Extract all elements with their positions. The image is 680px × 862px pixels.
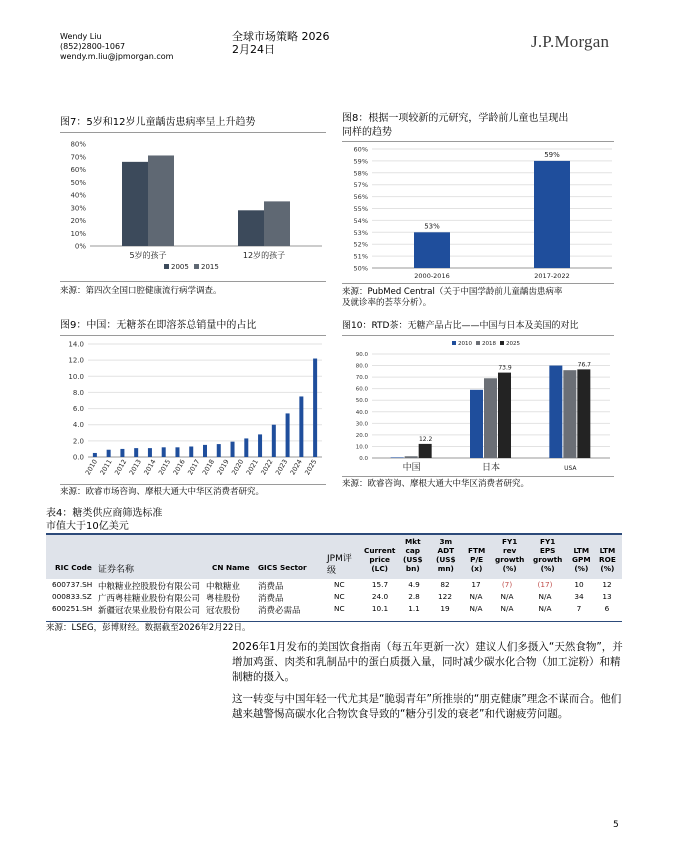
table4-cell-rating: NC [334,604,345,613]
table4-cell-pe: N/A [469,604,483,613]
author-block [60,32,173,62]
table4-cell-price: 10.1 [371,604,389,613]
fig10-y-tick-label: 80.0 [355,363,368,370]
fig9-x-tick-label: 2012 [113,458,129,477]
fig8-y-tick-label: 59% [353,157,368,166]
fig10-bottom-divider [342,476,614,477]
fig8-y-tick-label: 51% [353,252,368,261]
fig9-bar [313,359,317,457]
fig8-y-tick-label: 52% [353,240,368,249]
th-roe-line1: LTM [599,546,616,555]
fig9-x-tick-label: 2014 [142,458,158,477]
jpmorgan-logo: J.P.Morgan [531,32,610,51]
fig9-x-tick-label: 2025 [303,458,319,477]
th-gpm-line3: (%) [574,564,589,573]
fig8-bar [414,232,450,268]
fig8-y-tick-label: 55% [353,205,368,213]
author-name: Wendy Liu [60,32,102,41]
table4-cell-gpm: 10 [574,580,584,589]
th-rev-line1: FY1 [501,537,518,546]
fig10-x-tick-label: USA [564,465,577,472]
fig10-data-label: 12.2 [418,435,433,443]
th-roe-line2: ROE [599,555,616,564]
fig7-bar-2015 [148,155,174,246]
table4-bottom-rule [46,621,622,622]
fig10-bar-2018 [405,456,418,458]
fig9-bar [189,447,193,457]
th-jpm-rating [327,553,352,577]
fig9-bar [107,450,111,457]
th-gics: GICS Sector [258,563,307,572]
table4-title [46,507,162,533]
fig9-x-tick-label: 2010 [83,458,100,477]
fig8-y-tick-label: 60% [353,145,368,154]
fig10-y-tick-label: 10.0 [355,444,368,451]
th-price-line1: Current [364,546,396,555]
table4-cell-roe: 12 [602,580,612,589]
th-mktcap-line1: Mkt [404,537,421,546]
fig7-legend-swatch [164,264,169,269]
fig10-y-tick-label: 90.0 [355,352,368,358]
fig9-x-tick-label: 2024 [288,458,304,477]
th-eps-line4: (%) [540,564,555,573]
th-mktcap [403,537,423,573]
table4-cell-ric: 600737.SH [52,580,93,589]
th-rev-growth [495,537,524,573]
fig8-y-tick-label: 50% [353,264,368,273]
table4-cell-name: 广西粤桂糖业股份有限公司 [98,594,201,604]
report-header [232,30,330,56]
table4-cell-rating: NC [334,580,345,589]
fig9-x-tick-label: 2011 [98,458,114,477]
fig7-bar-2005 [122,162,148,246]
body-paragraph-2: 这一转变与中国年轻一代尤其是“脆弱青年”所推崇的“朋克健康”理念不谋而合。他们越来越警惕高碳水化合物饮食导致的“糖分引发的衰老”和代谢疲劳问题。 [232,693,622,720]
th-mktcap-line4: bn) [405,564,420,573]
table4-cell-mktcap: 4.9 [408,580,420,589]
th-eps-growth [533,537,562,573]
fig10-data-label: 73.9 [498,364,512,372]
fig10-y-tick-label: 70.0 [355,375,368,382]
fig10-x-tick-label: 中国 [402,463,421,473]
fig10-legend-swatch [452,341,456,345]
fig7-bottom-divider [60,281,326,282]
fig8-x-tick-label: 2017-2022 [534,272,570,280]
th-adt-line3: (US$ [436,555,456,564]
table4-cell-adt: 19 [440,604,450,613]
th-pe-line3: (x) [470,564,483,573]
fig10-bar-2018 [484,378,497,458]
fig7-y-tick-label: 40% [70,191,86,200]
th-adt-line2: ADT [437,546,455,555]
table4-cell-roe: 6 [604,604,610,613]
table4-cell-eps: N/A [538,604,552,613]
fig9-bar [244,438,248,457]
table4-cell-adt: 82 [440,580,450,589]
table4-cell-name: 新疆冠农果业股份有限公司 [98,606,201,616]
table4-cell-roe: 13 [602,592,612,601]
th-mktcap-line2: cap [405,546,421,555]
fig9-chart [60,339,330,484]
fig7-y-tick-label: 80% [70,140,86,149]
table4-cell-cn_name: 中粮糖业 [206,582,241,592]
th-rev-line3: growth [495,555,525,564]
fig8-title-line2: 同样的趋势 [342,127,392,138]
fig10-x-tick-label: 日本 [481,463,501,473]
page-number: 5 [613,820,619,830]
th-ric: RIC Code [55,563,92,572]
fig10-y-tick-label: 60.0 [355,386,368,393]
fig7-legend-swatch [194,264,199,269]
th-rev-line2: rev [502,546,517,555]
fig9-x-tick-label: 2013 [127,458,143,477]
fig9-x-tick-label: 2022 [259,458,275,477]
fig7-y-tick-label: 30% [70,204,86,213]
fig8-title-line1: 图8：根据一项较新的元研究，学龄前儿童也呈现出 [342,113,569,124]
fig7-bar-2015 [264,201,290,246]
fig7-y-tick-label: 10% [70,229,86,238]
fig10-y-tick-label: 30.0 [355,421,368,428]
fig9-y-tick-label: 0.0 [72,453,84,462]
th-roe-line3: (%) [600,564,615,573]
fig9-x-tick-label: 2015 [156,458,173,477]
fig8-y-tick-label: 53% [353,228,368,237]
table4-cell-adt: 122 [438,592,452,601]
table4-cell-rev: (7) [501,580,513,589]
fig7-chart [60,136,330,281]
fig8-y-tick-label: 58% [353,169,368,178]
fig8-divider [342,141,614,142]
author-email: wendy.m.liu@jpmorgan.com [60,52,174,61]
fig9-y-tick-label: 6.0 [72,405,84,414]
fig10-source: 来源：欧睿咨询、摩根大通大中华区消费者研究。 [342,479,530,489]
fig8-source [342,287,562,309]
table4-cell-gpm: 7 [576,604,582,613]
table4-cell-pe: N/A [469,592,483,601]
fig9-source: 来源：欧睿市场咨询、摩根大通大中华区消费者研究。 [60,487,265,497]
fig9-bar [134,448,138,457]
th-jpm-rating-line2: 级 [327,566,337,576]
fig7-y-tick-label: 60% [70,166,86,174]
fig9-title: 图9：中国：无糖茶在即溶茶总销量中的占比 [60,320,257,331]
table4-cell-eps: (17) [537,580,553,589]
fig9-bar [93,453,97,457]
table4-title-line1: 表4：糖类供应商筛选标准 [46,508,163,519]
fig8-y-tick-label: 56% [353,193,368,202]
fig9-x-tick-label: 2021 [244,458,260,477]
fig10-bar-2010 [549,366,562,458]
table4-cell-gics: 消费品 [258,582,284,592]
th-eps-line2: EPS [539,546,556,555]
fig9-y-tick-label: 8.0 [72,388,84,397]
fig9-x-tick-label: 2023 [273,458,290,477]
table4-cell-ric: 000833.SZ [52,592,92,601]
fig9-bar [258,434,262,457]
fig7-y-tick-label: 70% [70,153,86,162]
fig10-y-tick-label: 20.0 [355,432,368,439]
fig7-bar-2005 [238,210,264,246]
report-title: 全球市场策略 2026 [232,30,330,43]
table4-cell-gics: 消费必需品 [258,606,301,616]
fig8-y-tick-label: 57% [353,181,368,190]
fig7-x-tick-label: 5岁的孩子 [129,251,167,260]
fig10-bar-2010 [470,390,483,458]
th-rev-line4: (%) [502,564,517,573]
fig9-x-tick-label: 2019 [215,458,231,477]
fig10-bar-2010 [391,457,404,458]
fig7-legend-label: 2015 [201,263,219,271]
th-price-line3: (LC) [371,564,389,573]
fig10-legend-label: 2025 [506,341,520,347]
table4 [46,536,622,622]
fig9-bar [272,425,276,457]
fig7-y-tick-label: 50% [70,178,86,187]
table4-title-line2: 市值大于10亿美元 [46,521,129,532]
table4-cell-mktcap: 2.8 [408,592,420,601]
fig8-title [342,112,568,140]
fig9-bar [299,396,303,457]
table4-cell-price: 15.7 [371,580,389,589]
fig7-legend-label: 2005 [171,263,189,271]
fig9-x-tick-label: 2018 [200,458,217,477]
table4-cell-mktcap: 1.1 [408,604,420,613]
body-paragraph-1: 2026年1月发布的美国饮食指南（每五年更新一次）建议人们多摄入“天然食物”，并增加鸡蛋、肉类和乳制品中的蛋白质摄入量，同时减少碳水化合物（加工淀粉）和精制糖的摄入。 [232,641,623,683]
fig10-bar-2025 [419,444,432,458]
fig9-bar [120,449,124,457]
table4-cell-gpm: 34 [574,592,584,601]
fig10-chart [342,336,618,476]
fig9-y-tick-label: 10.0 [68,372,84,381]
fig9-bottom-divider [60,484,326,485]
th-adt-line4: mn) [437,564,454,573]
fig10-title: 图10：RTD茶：无糖产品占比——中国与日本及美国的对比 [342,321,579,331]
table4-cell-name: 中粮糖业控股股份有限公司 [98,582,201,592]
fig7-title: 图7：5岁和12岁儿童龋齿患病率呈上升趋势 [60,117,256,128]
fig10-y-tick-label: 50.0 [355,398,368,405]
th-jpm-rating-line1: JPM评 [327,554,352,564]
fig8-x-tick-label: 2000-2016 [414,272,450,280]
th-price-line2: price [369,555,390,564]
fig9-bar [231,442,235,457]
fig7-divider [60,132,326,133]
table4-cell-cn_name: 粤桂股份 [206,594,241,604]
table4-cell-ric: 600251.SH [52,604,93,613]
fig8-bar [534,161,570,268]
fig10-legend-label: 2010 [458,341,472,347]
fig9-y-tick-label: 4.0 [72,421,84,430]
table4-cell-cn_name: 冠农股份 [206,606,241,616]
th-cn-name: CN Name [212,563,250,572]
th-gpm-line2: GPM [572,555,591,564]
fig9-bar [148,448,152,457]
fig8-source-line1: 来源：PubMed Central（关于中国学龄前儿童龋齿患病率 [342,287,563,297]
fig9-bar [286,413,290,457]
fig7-x-tick-label: 12岁的孩子 [242,251,286,260]
th-adt-line1: 3m [439,537,453,546]
fig9-divider [60,335,326,336]
table4-cell-rating: NC [334,592,345,601]
fig9-bar [175,447,179,457]
table4-cell-gics: 消费品 [258,594,284,604]
fig9-x-tick-label: 2017 [186,458,202,477]
fig7-y-tick-label: 0% [74,242,86,251]
table4-cell-eps: N/A [538,592,552,601]
fig10-bar-2018 [563,370,576,458]
fig10-bar-2025 [498,373,511,458]
th-gpm [572,546,591,573]
report-date: 2月24日 [232,43,275,56]
fig8-data-label: 53% [424,222,440,231]
th-eps-line1: FY1 [539,537,556,546]
fig8-chart [342,143,618,283]
fig10-data-label: 76.7 [577,361,592,369]
fig9-bar [162,447,166,457]
th-mktcap-line3: (US$ [403,555,423,564]
fig9-y-tick-label: 12.0 [68,356,84,365]
table4-cell-rev: N/A [500,592,514,601]
fig8-source-line2: 及就诊率的荟萃分析）。 [342,298,432,308]
th-eps-line3: growth [533,555,563,564]
table4-cell-rev: N/A [500,604,514,613]
th-pe-line2: P/E [470,555,484,564]
fig7-source: 来源：第四次全国口腔健康流行病学调查。 [60,286,222,296]
fig10-legend-swatch [476,341,480,345]
fig10-y-tick-label: 40.0 [355,409,368,416]
fig9-bar [217,444,221,457]
fig10-bar-2025 [577,369,590,458]
table4-source: 来源：LSEG，彭博财经。数据截至2026年2月22日。 [46,623,251,633]
th-gpm-line1: LTM [573,546,590,555]
fig9-y-tick-label: 2.0 [72,437,84,446]
fig9-x-tick-label: 2016 [171,458,187,477]
fig8-data-label: 59% [544,150,560,159]
table4-cell-price: 24.0 [371,592,389,601]
fig8-bottom-divider [342,283,614,284]
th-roe [599,546,616,573]
th-adt [436,537,456,573]
fig7-y-tick-label: 20% [70,217,86,225]
table4-cell-pe: 17 [471,580,481,589]
th-pe-line1: FTM [468,546,486,555]
table4-top-rule [46,533,622,535]
fig9-x-tick-label: 2020 [230,458,246,477]
fig10-legend-swatch [500,341,504,345]
fig8-y-tick-label: 54% [353,216,368,225]
th-pe [468,546,485,573]
th-name: 证券名称 [98,565,135,575]
fig10-y-tick-label: 0.0 [359,456,368,462]
fig10-legend-label: 2018 [482,341,496,347]
fig9-bar [203,445,207,457]
th-price [364,546,395,573]
fig9-y-tick-label: 14.0 [68,340,84,349]
author-phone: (852)2800-1067 [60,42,126,51]
